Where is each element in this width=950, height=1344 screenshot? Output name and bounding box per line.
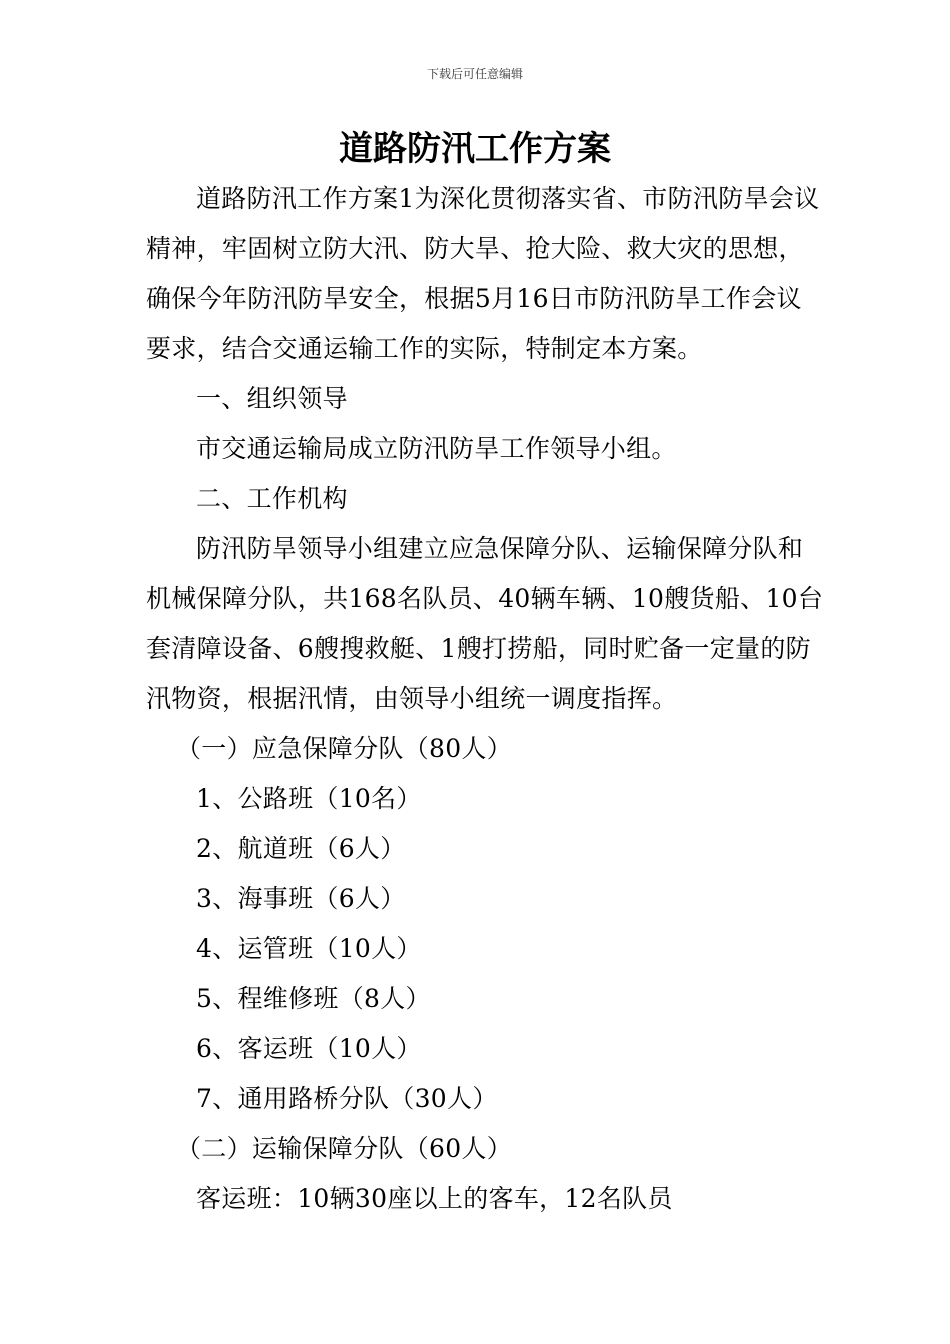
subsection-heading-emergency: （一）应急保障分队（80人） — [176, 734, 513, 763]
list-item: 2、航道班（6人） — [196, 834, 406, 863]
section-heading-organization: 一、组织领导 — [196, 384, 348, 413]
list-item: 7、通用路桥分队（30人） — [196, 1084, 498, 1113]
list-item: 5、程维修班（8人） — [196, 984, 431, 1013]
header-note: 下载后可任意编辑 — [426, 67, 523, 81]
subsection-body-transport: 客运班：10辆30座以上的客车，12名队员 — [196, 1184, 673, 1213]
list-item: 3、海事班（6人） — [196, 884, 406, 913]
subsection-heading-transport: （二）运输保障分队（60人） — [176, 1134, 513, 1163]
intro-paragraph: 道路防汛工作方案1为深化贯彻落实省、市防汛防旱会议精神，牢固树立防大汛、防大旱、抢大险、救大灾的思想，确保今年防汛防旱安全，根据5月16日市防汛防旱工作会议要求，结合交通运输工作的实际，特制定本方案。 — [146, 184, 820, 363]
document-title: 道路防汛工作方案 — [339, 129, 611, 169]
list-item: 6、客运班（10人） — [196, 1034, 422, 1063]
list-item: 4、运管班（10人） — [196, 934, 422, 963]
section-body-organization: 市交通运输局成立防汛防旱工作领导小组。 — [196, 434, 677, 463]
document-body — [146, 174, 826, 1224]
section-heading-structure: 二、工作机构 — [196, 484, 348, 513]
list-item: 1、公路班（10名） — [196, 784, 422, 813]
section-body-structure: 防汛防旱领导小组建立应急保障分队、运输保障分队和机械保障分队，共168名队员、40辆车辆、10艘货船、10台套清障设备、6艘搜救艇、1艘打捞船，同时贮备一定量的防汛物资，根据汛情，由领导小组统一调度指挥。 — [146, 534, 824, 713]
